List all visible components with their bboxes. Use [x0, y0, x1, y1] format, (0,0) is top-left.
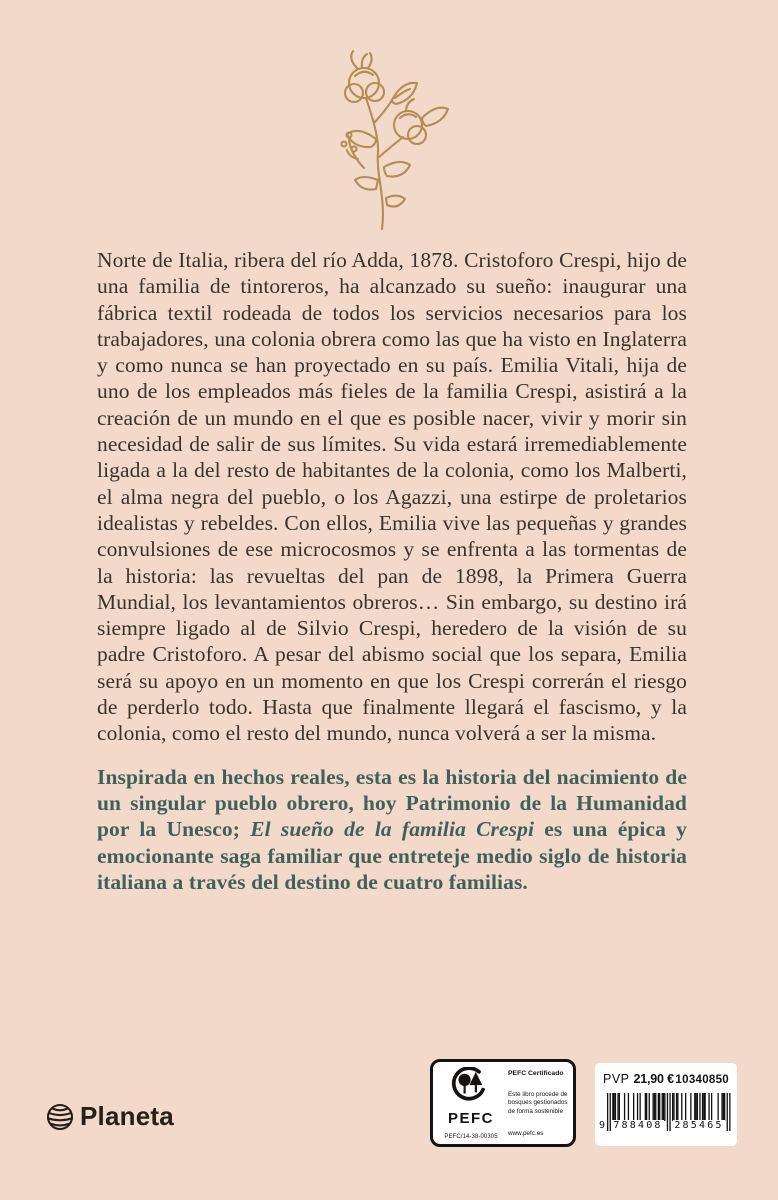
pefc-title: PEFC Certificado: [508, 1070, 564, 1077]
price-barcode-label: [595, 1063, 737, 1146]
pefc-description: Este libro procede de bosques gestionados de forma sostenible: [508, 1090, 568, 1115]
ean-barcode: [599, 1093, 733, 1133]
highlight-after-title: es una épica y emocionante saga familiar que entreteje medio siglo de historia italiana a través del destino de cuatro familias.: [97, 817, 687, 894]
book-title-italic: El sueño de la familia Crespi: [250, 817, 535, 842]
price-value: [603, 1070, 674, 1088]
planeta-globe-icon: [45, 1102, 75, 1132]
floral-ornament-icon: [318, 46, 478, 231]
pefc-text-column: [504, 1067, 568, 1140]
pefc-certification-label: [430, 1059, 576, 1147]
publisher-wordmark: Planeta: [80, 1101, 174, 1131]
pefc-trees-icon: [445, 1067, 497, 1104]
synopsis-paragraph: Norte de Italia, ribera del río Adda, 1878. Cristoforo Crespi, hijo de una familia de tintoreros, ha alcanzado su sueño: inaugurar una fábrica textil rodeada de todos los servicios necesarios para los trabajadores, una colonia obrera como las que ha visto en Inglaterra y como nunca se han proyectado en su país. Emilia Vitali, hija de uno de los empleados más fieles de la familia Crespi, asistirá a la creación de un mundo en el que es posible nacer, vivir y morir sin necesidad de salir de sus límites. Su vida estará irremediablemente ligada a la del resto de habitantes de la colonia, como los Malberti, el alma negra del pueblo, o los Agazzi, una estirpe de proletarios idealistas y rebeldes. Con ellos, Emilia vive las pequeñas y grandes convulsiones de ese microcosmos y se enfrenta a las tormentas de la historia: las revueltas del pan de 1898, la Primera Guerra Mundial, los levantamientos obreros… Sin embargo, su destino irá siempre ligado al de Silvio Crespi, heredero de la visión de su padre Cristoforo. A pesar del abismo social que los separa, Emilia será su apoyo en un momento en que los Crespi correrán el riesgo de perderlo todo. Hasta que finalmente llegará el fascismo, y la colonia, como el resto del mundo, nunca volverá a ser la misma.: [97, 248, 687, 746]
publisher-logo: [45, 1101, 174, 1132]
highlight-paragraph: [97, 764, 687, 895]
pvp-label: PVP: [603, 1072, 630, 1086]
pefc-logo-column: [438, 1067, 504, 1140]
highlight-before-title: Inspirada en hechos reales, esta es la historia del nacimiento de un singular pueblo obrero, hoy Patrimonio de la Humanidad por la Unesco;: [97, 764, 687, 842]
ean-digits-left-group: 788408: [613, 1120, 663, 1131]
pvp-price: 21,90 €: [633, 1072, 674, 1086]
back-cover-text: [97, 247, 687, 895]
pefc-license-number: PEFC/14-38-00305: [444, 1134, 498, 1140]
pefc-wordmark: PEFC: [447, 1110, 494, 1127]
product-code: 10340850: [675, 1074, 729, 1086]
ean-digit-first: 9: [599, 1120, 606, 1131]
pefc-url: www.pefc.es: [508, 1130, 544, 1137]
price-row: [599, 1070, 733, 1088]
ean-digits-right-group: 285465: [674, 1120, 724, 1131]
